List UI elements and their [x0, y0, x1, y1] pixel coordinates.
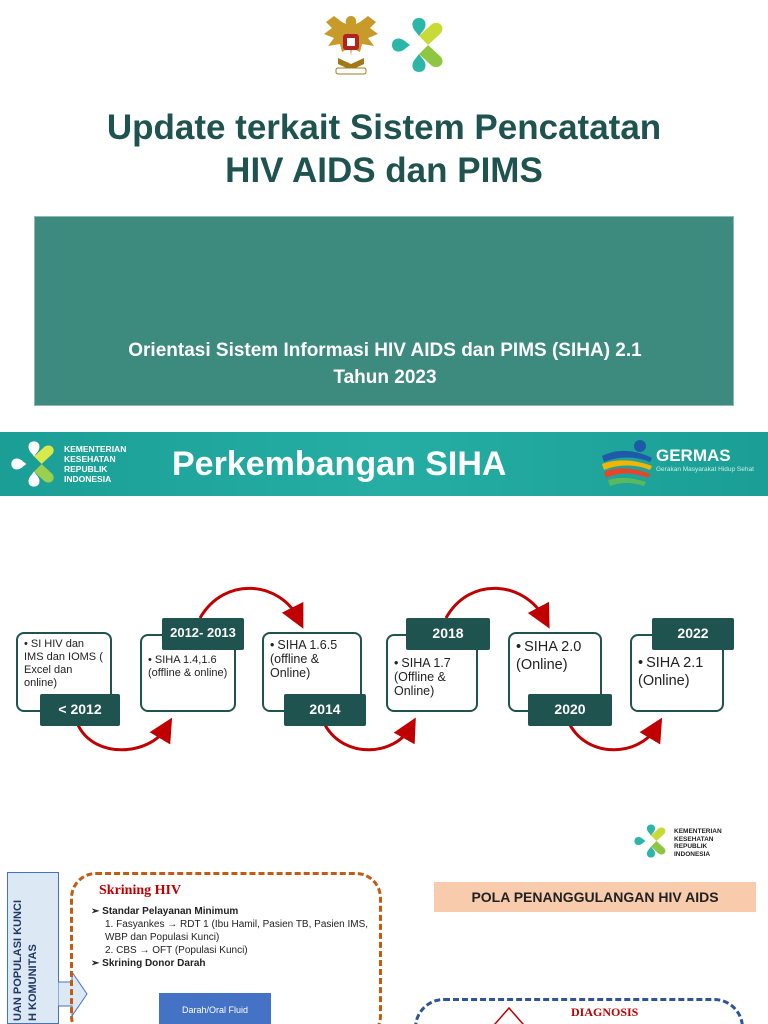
diagnosis-box [414, 998, 744, 1024]
triangle-icon [487, 1007, 531, 1024]
skrining-subitem: 2. CBS → OFT (Populasi Kunci) [105, 945, 248, 956]
banner-text [35, 337, 735, 391]
timeline-text: • SIHA 1.6.5 (offline & Online) [270, 638, 354, 680]
arrow-2 [200, 588, 298, 618]
timeline-label: < 2012 [40, 694, 120, 726]
page-title [20, 106, 748, 192]
siha-timeline [0, 580, 768, 770]
skrining-item: ➢ Skrining Donor Darah [91, 957, 371, 970]
skrining-title: Skrining HIV [99, 883, 182, 898]
banner-line-2: Tahun 2023 [333, 367, 437, 388]
germas-subtitle: Gerakan Masyarakat Hidup Sehat [656, 466, 754, 473]
germas-logo-icon [598, 436, 656, 492]
timeline-label: 2012- 2013 [162, 618, 244, 650]
skrining-hiv-box [70, 872, 382, 1024]
arrow-4 [446, 588, 544, 618]
pola-header: POLA PENANGGULANGAN HIV AIDS [434, 882, 756, 912]
side-label-box [7, 872, 59, 1024]
skrining-subitem: 1. Fasyankes → RDT 1 (Ibu Hamil, Pasien TB, Pasien IMS, WBP dan Populasi Kunci) [105, 919, 369, 943]
timeline-text: • SI HIV dan IMS dan IOMS ( Excel dan online) [24, 638, 104, 690]
arrow-1 [78, 725, 166, 750]
timeline-label: 2020 [528, 694, 612, 726]
side-label-text: UAN POPULASI KUNCI H KOMUNITAS [12, 899, 39, 1021]
kemkes-logo-icon [388, 14, 450, 76]
banner-line-1: Orientasi Sistem Informasi HIV AIDS dan PIMS (SIHA) 2.1 [128, 340, 642, 361]
skrining-item: ➢ Standar Pelayanan Minimum [91, 905, 371, 918]
diagnosis-title: DIAGNOSIS [571, 1005, 639, 1019]
title-line-1: Update terkait Sistem Pencatatan [106, 108, 662, 147]
timeline-text: • SIHA 1.4,1.6 (offline & online) [148, 654, 228, 680]
skrining-list [91, 905, 371, 970]
top-logos [0, 12, 768, 78]
lower-ministry-name: KEMENTERIAN KESEHATAN REPUBLIK INDONESIA [674, 828, 722, 858]
timeline-text: • SIHA 2.0 (Online) [516, 638, 594, 674]
germas-name: GERMAS [656, 446, 731, 465]
ministry-name: KEMENTERIAN KESEHATAN REPUBLIK INDONESIA [64, 444, 127, 484]
title-line-2: HIV AIDS dan PIMS [225, 151, 543, 190]
garuda-emblem-icon [320, 12, 382, 76]
arrow-5 [570, 725, 656, 750]
timeline-text: • SIHA 1.7 (Offline & Online) [394, 656, 470, 698]
timeline-label: 2018 [406, 618, 490, 650]
kemkes-logo-icon [632, 822, 670, 860]
subtitle-banner [34, 216, 734, 406]
darah-box: Darah/Oral Fluid [159, 993, 271, 1024]
kemkes-logo-icon [8, 438, 60, 490]
timeline-label: 2014 [284, 694, 366, 726]
arrow-3 [325, 725, 410, 750]
timeline-label: 2022 [652, 618, 734, 650]
section-header-bar [0, 432, 768, 496]
timeline-text: • SIHA 2.1 (Online) [638, 654, 716, 690]
section-title: Perkembangan SIHA [172, 445, 507, 483]
